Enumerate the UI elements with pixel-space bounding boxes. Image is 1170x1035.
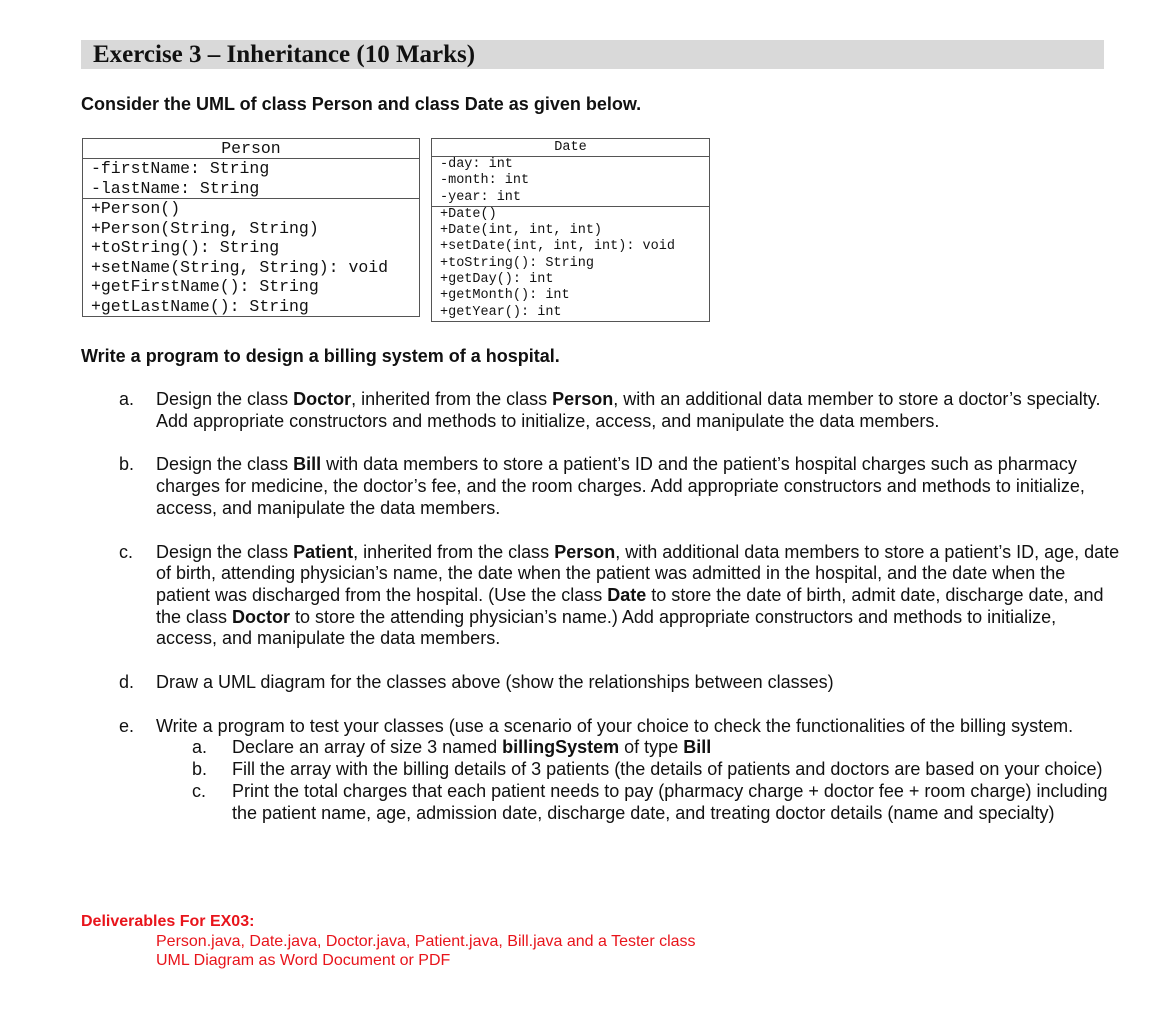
item-text: Design the class Patient, inherited from the class Person, with additional data members to store a patient’s ID, age, date of birth, attending physician’s name, the date when the patient was admitted in the hospital, and the date when the patient was discharged from the hospital. (Use the class Date to store the date of birth, admit date, discharge date, and the class Doctor to store the attending physician’s name.) Add appropriate constructors and methods to initialize, access, and manipulate the data members. — [156, 541, 1120, 649]
uml-method: +getDay(): int — [440, 272, 554, 288]
item-label: b. — [119, 454, 135, 475]
person-class-name: Person — [83, 139, 419, 159]
uml-method: +getFirstName(): String — [91, 277, 319, 296]
sub-list-item — [156, 781, 1121, 824]
sub-item-text: Fill the array with the billing details of 3 patients (the details of patients and doctors are based on your choice) — [232, 759, 1103, 780]
item-label: c. — [119, 541, 134, 562]
uml-method: +setName(String, String): void — [91, 257, 389, 277]
deliverable-line: Person.java, Date.java, Doctor.java, Patient.java, Bill.java and a Tester class — [156, 932, 696, 950]
uml-method: +Date() — [440, 206, 497, 222]
sub-item-text: Print the total charges that each patient needs to pay (pharmacy charge + doctor fee + room charge) including the patient name, age, admission date, discharge date, and treating doctor details (name and specialty) — [232, 780, 1108, 823]
sub-item-text: Declare an array of size 3 named billingSystem of type Bill — [232, 737, 712, 758]
requirements-list — [81, 389, 1121, 846]
uml-attribute: -day: int — [440, 157, 513, 172]
list-item — [81, 716, 1121, 825]
exercise-title: Exercise 3 – Inheritance (10 Marks) — [93, 41, 476, 68]
uml-method: +toString(): String — [440, 255, 594, 271]
person-methods — [83, 199, 419, 316]
intro-text: Consider the UML of class Person and class Date as given below. — [81, 94, 642, 114]
uml-attribute: -year: int — [440, 189, 522, 205]
uml-method: +setDate(int, int, int): void — [440, 239, 675, 255]
uml-attribute: -firstName: String — [91, 159, 270, 178]
uml-method: +Date(int, int, int) — [440, 223, 603, 239]
deliverable-line: UML Diagram as Word Document or PDF — [156, 952, 451, 969]
person-uml-box — [82, 138, 420, 317]
uml-attribute: -month: int — [440, 173, 530, 189]
person-attributes — [83, 159, 419, 199]
sub-list — [156, 737, 1121, 824]
exercise-title-bar — [81, 40, 1104, 69]
item-label: e. — [119, 715, 135, 736]
list-item — [81, 542, 1121, 651]
item-label: d. — [119, 672, 135, 693]
item-text: Design the class Doctor, inherited from the class Person, with an additional data member to store a doctor’s specialty. Add appropriate constructors and methods to initialize, access, and manipulate the data members. — [156, 389, 1101, 431]
item-text: Write a program to test your classes (use a scenario of your choice to check the functionalities of the billing system. — [156, 715, 1074, 736]
sub-item-label: a. — [192, 737, 208, 758]
sub-list-item — [156, 759, 1121, 781]
list-item — [81, 389, 1121, 432]
date-attributes — [432, 157, 709, 207]
sub-list-item — [156, 737, 1121, 759]
uml-method: +getLastName(): String — [91, 296, 309, 316]
list-item — [81, 672, 1121, 694]
uml-method: +getMonth(): int — [440, 288, 570, 304]
uml-method: +Person() — [91, 199, 181, 218]
task-heading: Write a program to design a billing system of a hospital. — [81, 346, 560, 366]
deliverables-heading: Deliverables For EX03: — [81, 913, 255, 930]
item-text: Draw a UML diagram for the classes above (show the relationships between classes) — [156, 672, 834, 693]
item-text: Design the class Bill with data members to store a patient’s ID and the patient’s hospital charges such as pharmacy charges for medicine, the doctor’s fee, and the room charges. Add appropriate constructors and methods to initialize, access, and manipulate the data members. — [156, 454, 1085, 518]
date-class-name: Date — [432, 139, 709, 157]
item-label: a. — [119, 389, 135, 409]
sub-item-label: b. — [192, 759, 208, 780]
uml-method: +getYear(): int — [440, 304, 562, 320]
sub-item-label: c. — [192, 780, 207, 801]
uml-method: +Person(String, String) — [91, 218, 319, 238]
list-item — [81, 454, 1121, 519]
deliverables — [81, 912, 696, 971]
uml-attribute: -lastName: String — [91, 178, 260, 198]
date-uml-box — [431, 138, 710, 322]
uml-method: +toString(): String — [91, 238, 280, 257]
date-methods — [432, 207, 709, 321]
